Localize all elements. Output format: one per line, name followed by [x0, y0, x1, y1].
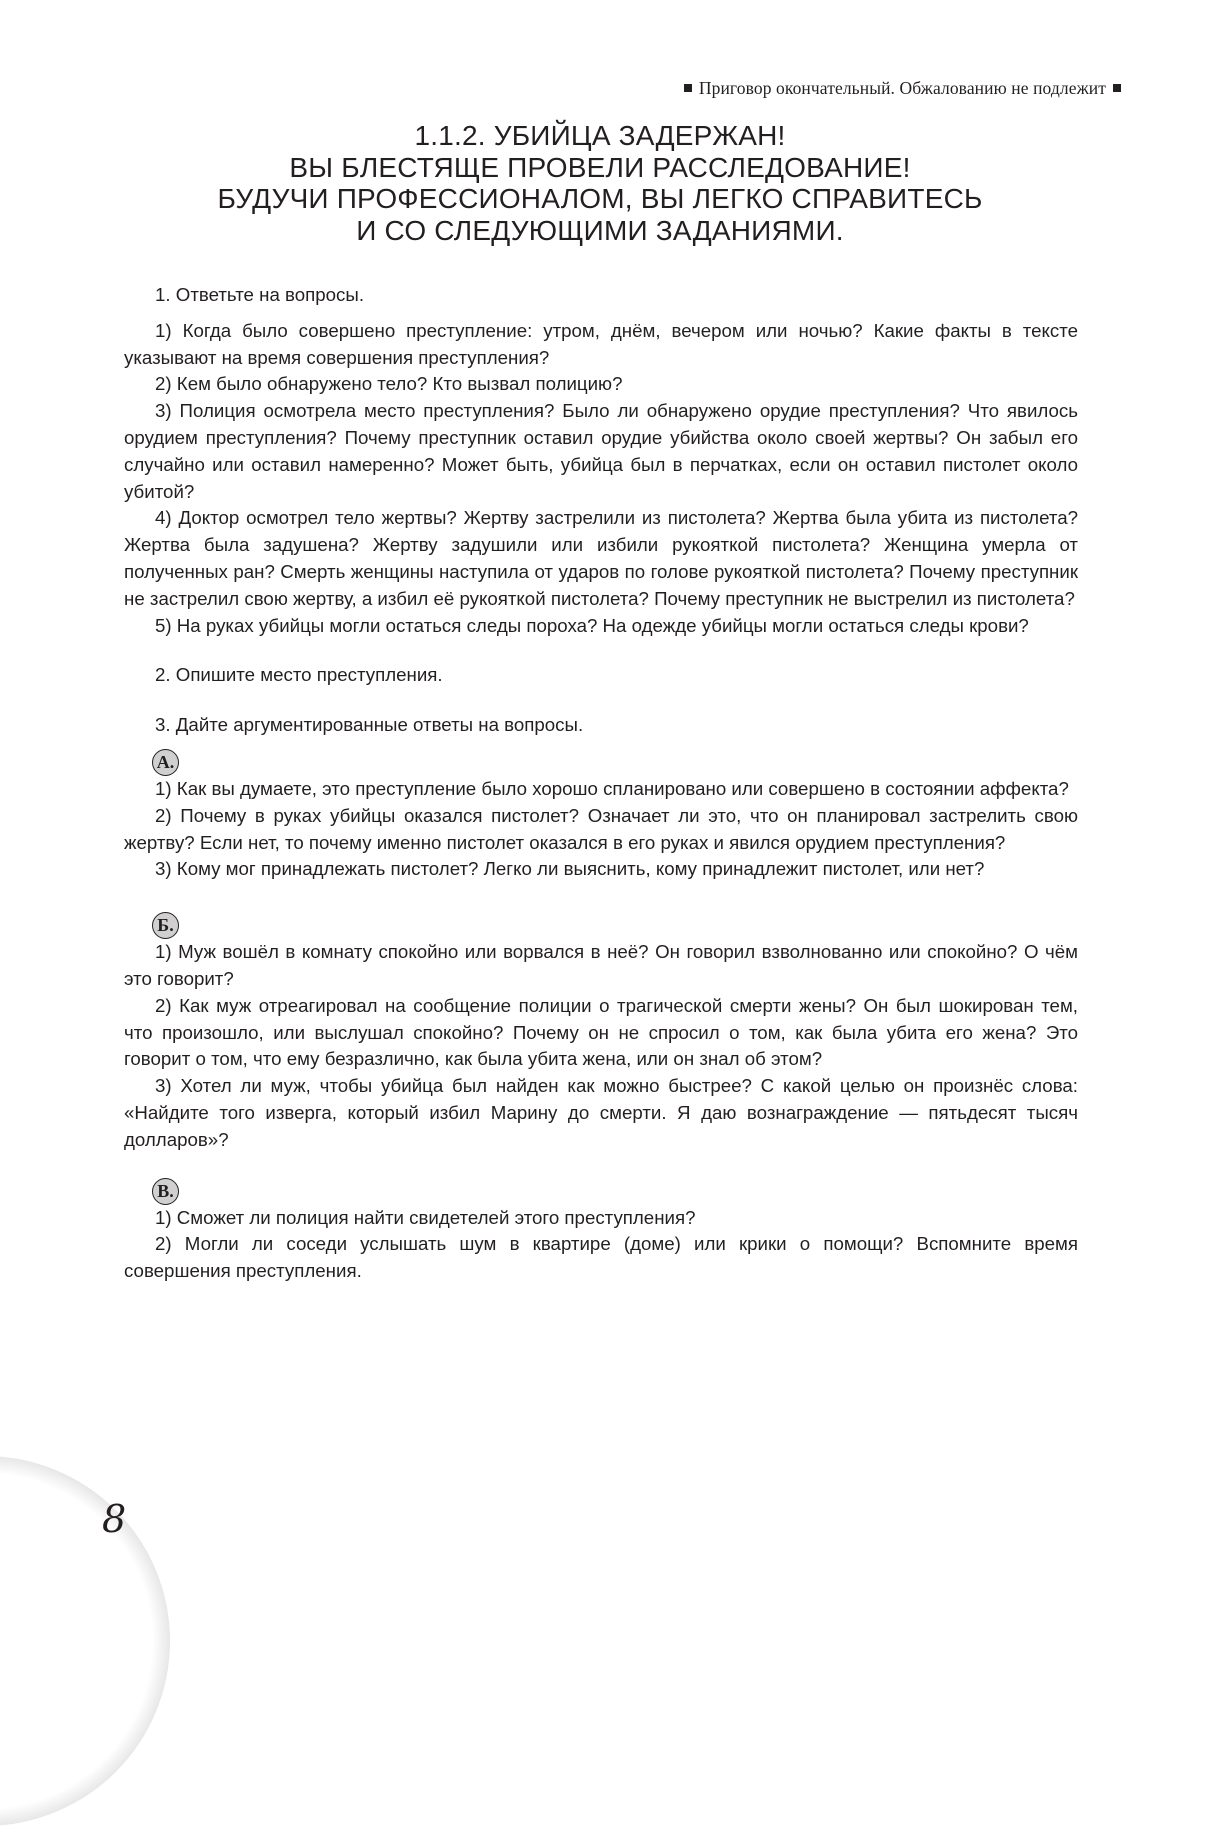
- question: 5) На руках убийцы могли остаться следы пороха? На одежде убийцы могли остаться следы крови?: [155, 614, 1029, 636]
- task-3-heading: 3. Дайте аргументированные ответы на вопросы.: [155, 714, 584, 736]
- question: 3) Хотел ли муж, чтобы убийца был найден как можно быстрее? С какой целью он произнёс слова: «Найдите того изверга, который избил Марину до смерти. Я даю вознаграждение — пятьдесят тысяч долларов»?: [124, 1075, 1078, 1150]
- section-marker-a: [124, 748, 1078, 776]
- section-marker-v: [124, 1177, 1078, 1205]
- task-1-heading: 1. Ответьте на вопросы.: [155, 284, 365, 305]
- question: 2) Кем было обнаружено тело? Кто вызвал полицию?: [155, 373, 623, 395]
- title-line: БУДУЧИ ПРОФЕССИОНАЛОМ, ВЫ ЛЕГКО СПРАВИТЕСЬ: [217, 183, 983, 214]
- square-bullet-icon: [1113, 84, 1121, 92]
- question: 2) Могли ли соседи услышать шум в квартире (доме) или крики о помощи? Вспомните время совершения преступления.: [124, 1233, 1078, 1282]
- corner-decoration: [0, 1456, 170, 1826]
- question: 2) Почему в руках убийцы оказался пистолет? Означает ли это, что он планировал застрелить свою жертву? Если нет, то почему именно пистолет оказался в его руках и явился орудием преступления?: [124, 804, 1078, 853]
- question: 2) Как муж отреагировал на сообщение полиции о трагической смерти жены? Он был шокирован тем, что произошло, или выслушал спокойно? Почему он не спросил о том, как была убита его жена? Это говорит о том, что ему безразлично, как была убита жена, или он знал об этом?: [124, 994, 1078, 1070]
- page-body: [124, 282, 1078, 1285]
- circle-marker-icon: В.: [152, 1178, 179, 1205]
- title-line: И СО СЛЕДУЮЩИМИ ЗАДАНИЯМИ.: [356, 214, 844, 246]
- question: 1) Когда было совершено преступление: утром, днём, вечером или ночью? Какие факты в тексте указывают на время совершения преступления?: [124, 319, 1078, 368]
- question: 1) Муж вошёл в комнату спокойно или ворвался в неё? Он говорил взволнованно или спокойно? О чём это говорит?: [124, 941, 1078, 989]
- circle-marker-icon: А.: [152, 749, 179, 776]
- question: 3) Полиция осмотрела место преступления? Было ли обнаружено орудие преступления? Что явилось орудием преступления? Почему преступник оставил орудие убийства около своей жертвы? Он забыл его случайно или оставил намеренно? Может быть, убийца был в перчатках, если он оставил пистолет около убитой?: [124, 400, 1078, 502]
- task-2-heading: 2. Опишите место преступления.: [155, 664, 443, 686]
- page-number: 8: [102, 1497, 127, 1541]
- question: 3) Кому мог принадлежать пистолет? Легко ли выяснить, кому принадлежит пистолет, или нет?: [155, 858, 985, 880]
- running-title: Приговор окончательный. Обжалованию не подлежит: [698, 78, 1106, 98]
- title-line: ВЫ БЛЕСТЯЩЕ ПРОВЕЛИ РАССЛЕДОВАНИЕ!: [289, 151, 911, 183]
- circle-marker-icon: Б.: [152, 912, 179, 939]
- running-header: [684, 78, 1121, 99]
- question: 4) Доктор осмотрел тело жертвы? Жертву застрелили из пистолета? Жертва была убита из пистолета? Жертва была задушена? Жертву задушили или избили рукояткой пистолета? Женщина умерла от полученных ран? Смерть женщины наступила от ударов по голове рукояткой пистолета? Почему преступник не застрелил свою жертву, а избил её рукояткой пистолета? Почему преступник не выстрелил из пистолета?: [124, 507, 1078, 609]
- square-bullet-icon: [684, 84, 692, 92]
- section-title: [120, 120, 1080, 246]
- title-line: 1.1.2. УБИЙЦА ЗАДЕРЖАН!: [414, 120, 786, 151]
- question: 1) Как вы думаете, это преступление было хорошо спланировано или совершено в состоянии аффекта?: [155, 777, 1069, 799]
- question: 1) Сможет ли полиция найти свидетелей этого преступления?: [155, 1206, 696, 1228]
- section-marker-b: [124, 911, 1078, 939]
